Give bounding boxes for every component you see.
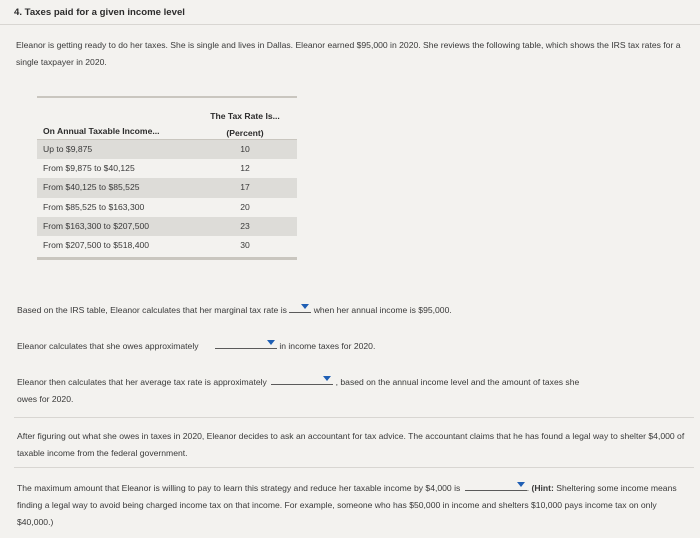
income-cell: From $9,875 to $40,125 (43, 163, 135, 174)
table-row (37, 159, 297, 178)
rate-header-line2: (Percent) (226, 128, 264, 138)
taxes-owed-text-before: Eleanor calculates that she owes approximately (17, 341, 199, 351)
rate-cell: 30 (240, 239, 250, 250)
rate-header-line1: The Tax Rate Is... (210, 111, 280, 121)
section-divider (14, 417, 694, 418)
table-row (37, 178, 297, 197)
rate-cell: 10 (240, 144, 250, 154)
max-payment-question (17, 480, 687, 531)
section-divider (14, 467, 694, 468)
max-payment-dropdown[interactable] (465, 480, 530, 493)
average-rate-question (17, 374, 687, 408)
chevron-down-icon (267, 340, 275, 345)
table-row (37, 217, 297, 236)
average-rate-dropdown[interactable] (271, 374, 333, 385)
hint-label: (Hint: (531, 483, 554, 493)
rate-cell: 17 (240, 182, 250, 193)
income-cell: Up to $9,875 (43, 144, 93, 154)
question-title: 4. Taxes paid for a given income level (14, 7, 185, 18)
average-rate-text-before: Eleanor then calculates that her average tax rate is approximately (17, 377, 267, 387)
marginal-rate-text-after: when her annual income is $95,000. (313, 305, 452, 315)
table-row (37, 236, 297, 255)
max-payment-text-before: The maximum amount that Eleanor is willing to pay to learn this strategy and reduce her taxable income by $4,000 is (17, 483, 461, 493)
tax-rate-table (37, 96, 297, 260)
hint-text: Sheltering some income means finding a legal way to avoid being charged income tax on that income. For example, someone who has $50,000 in income and shelters $10,000 pays income tax on only $40,000.) (17, 483, 677, 527)
income-cell: From $40,125 to $85,525 (43, 182, 140, 193)
taxes-owed-dropdown[interactable] (215, 338, 277, 349)
average-rate-text-line2: owes for 2020. (17, 394, 74, 404)
marginal-rate-question (17, 302, 687, 319)
chevron-down-icon (301, 304, 309, 309)
income-cell: From $85,525 to $163,300 (43, 201, 145, 212)
marginal-rate-text-before: Based on the IRS table, Eleanor calculates that her marginal tax rate is (17, 305, 287, 315)
title-divider (0, 24, 700, 25)
accountant-paragraph: After figuring out what she owes in taxes in 2020, Eleanor decides to ask an accountant for tax advice. The accountant claims that he has found a legal way to shelter $4,000 of taxable income from the federal government. (17, 431, 685, 458)
taxes-owed-text-after: in income taxes for 2020. (279, 341, 376, 351)
chevron-down-icon (517, 482, 525, 487)
table-row (37, 198, 297, 217)
taxes-owed-question (17, 338, 687, 355)
marginal-rate-dropdown[interactable] (289, 302, 311, 313)
income-cell: From $207,500 to $518,400 (43, 239, 150, 250)
table-bottom-border (37, 257, 297, 260)
max-payment-period: . (526, 483, 530, 493)
rate-cell: 23 (240, 220, 250, 231)
rate-cell: 12 (240, 163, 250, 174)
income-column-header: On Annual Taxable Income... (43, 126, 160, 136)
intro-paragraph: Eleanor is getting ready to do her taxes. She is single and lives in Dallas. Eleanor earned $95,000 in 2020. She reviews the following table, which shows the IRS tax rates for a single taxpayer in 2020. (16, 40, 681, 67)
table-row (37, 140, 297, 159)
rate-column-header (202, 108, 288, 142)
average-rate-text-after: , based on the annual income level and the amount of taxes she (335, 377, 580, 387)
income-cell: From $163,300 to $207,500 (43, 220, 150, 231)
rate-cell: 20 (240, 201, 250, 212)
table-header (37, 98, 297, 140)
chevron-down-icon (323, 376, 331, 381)
